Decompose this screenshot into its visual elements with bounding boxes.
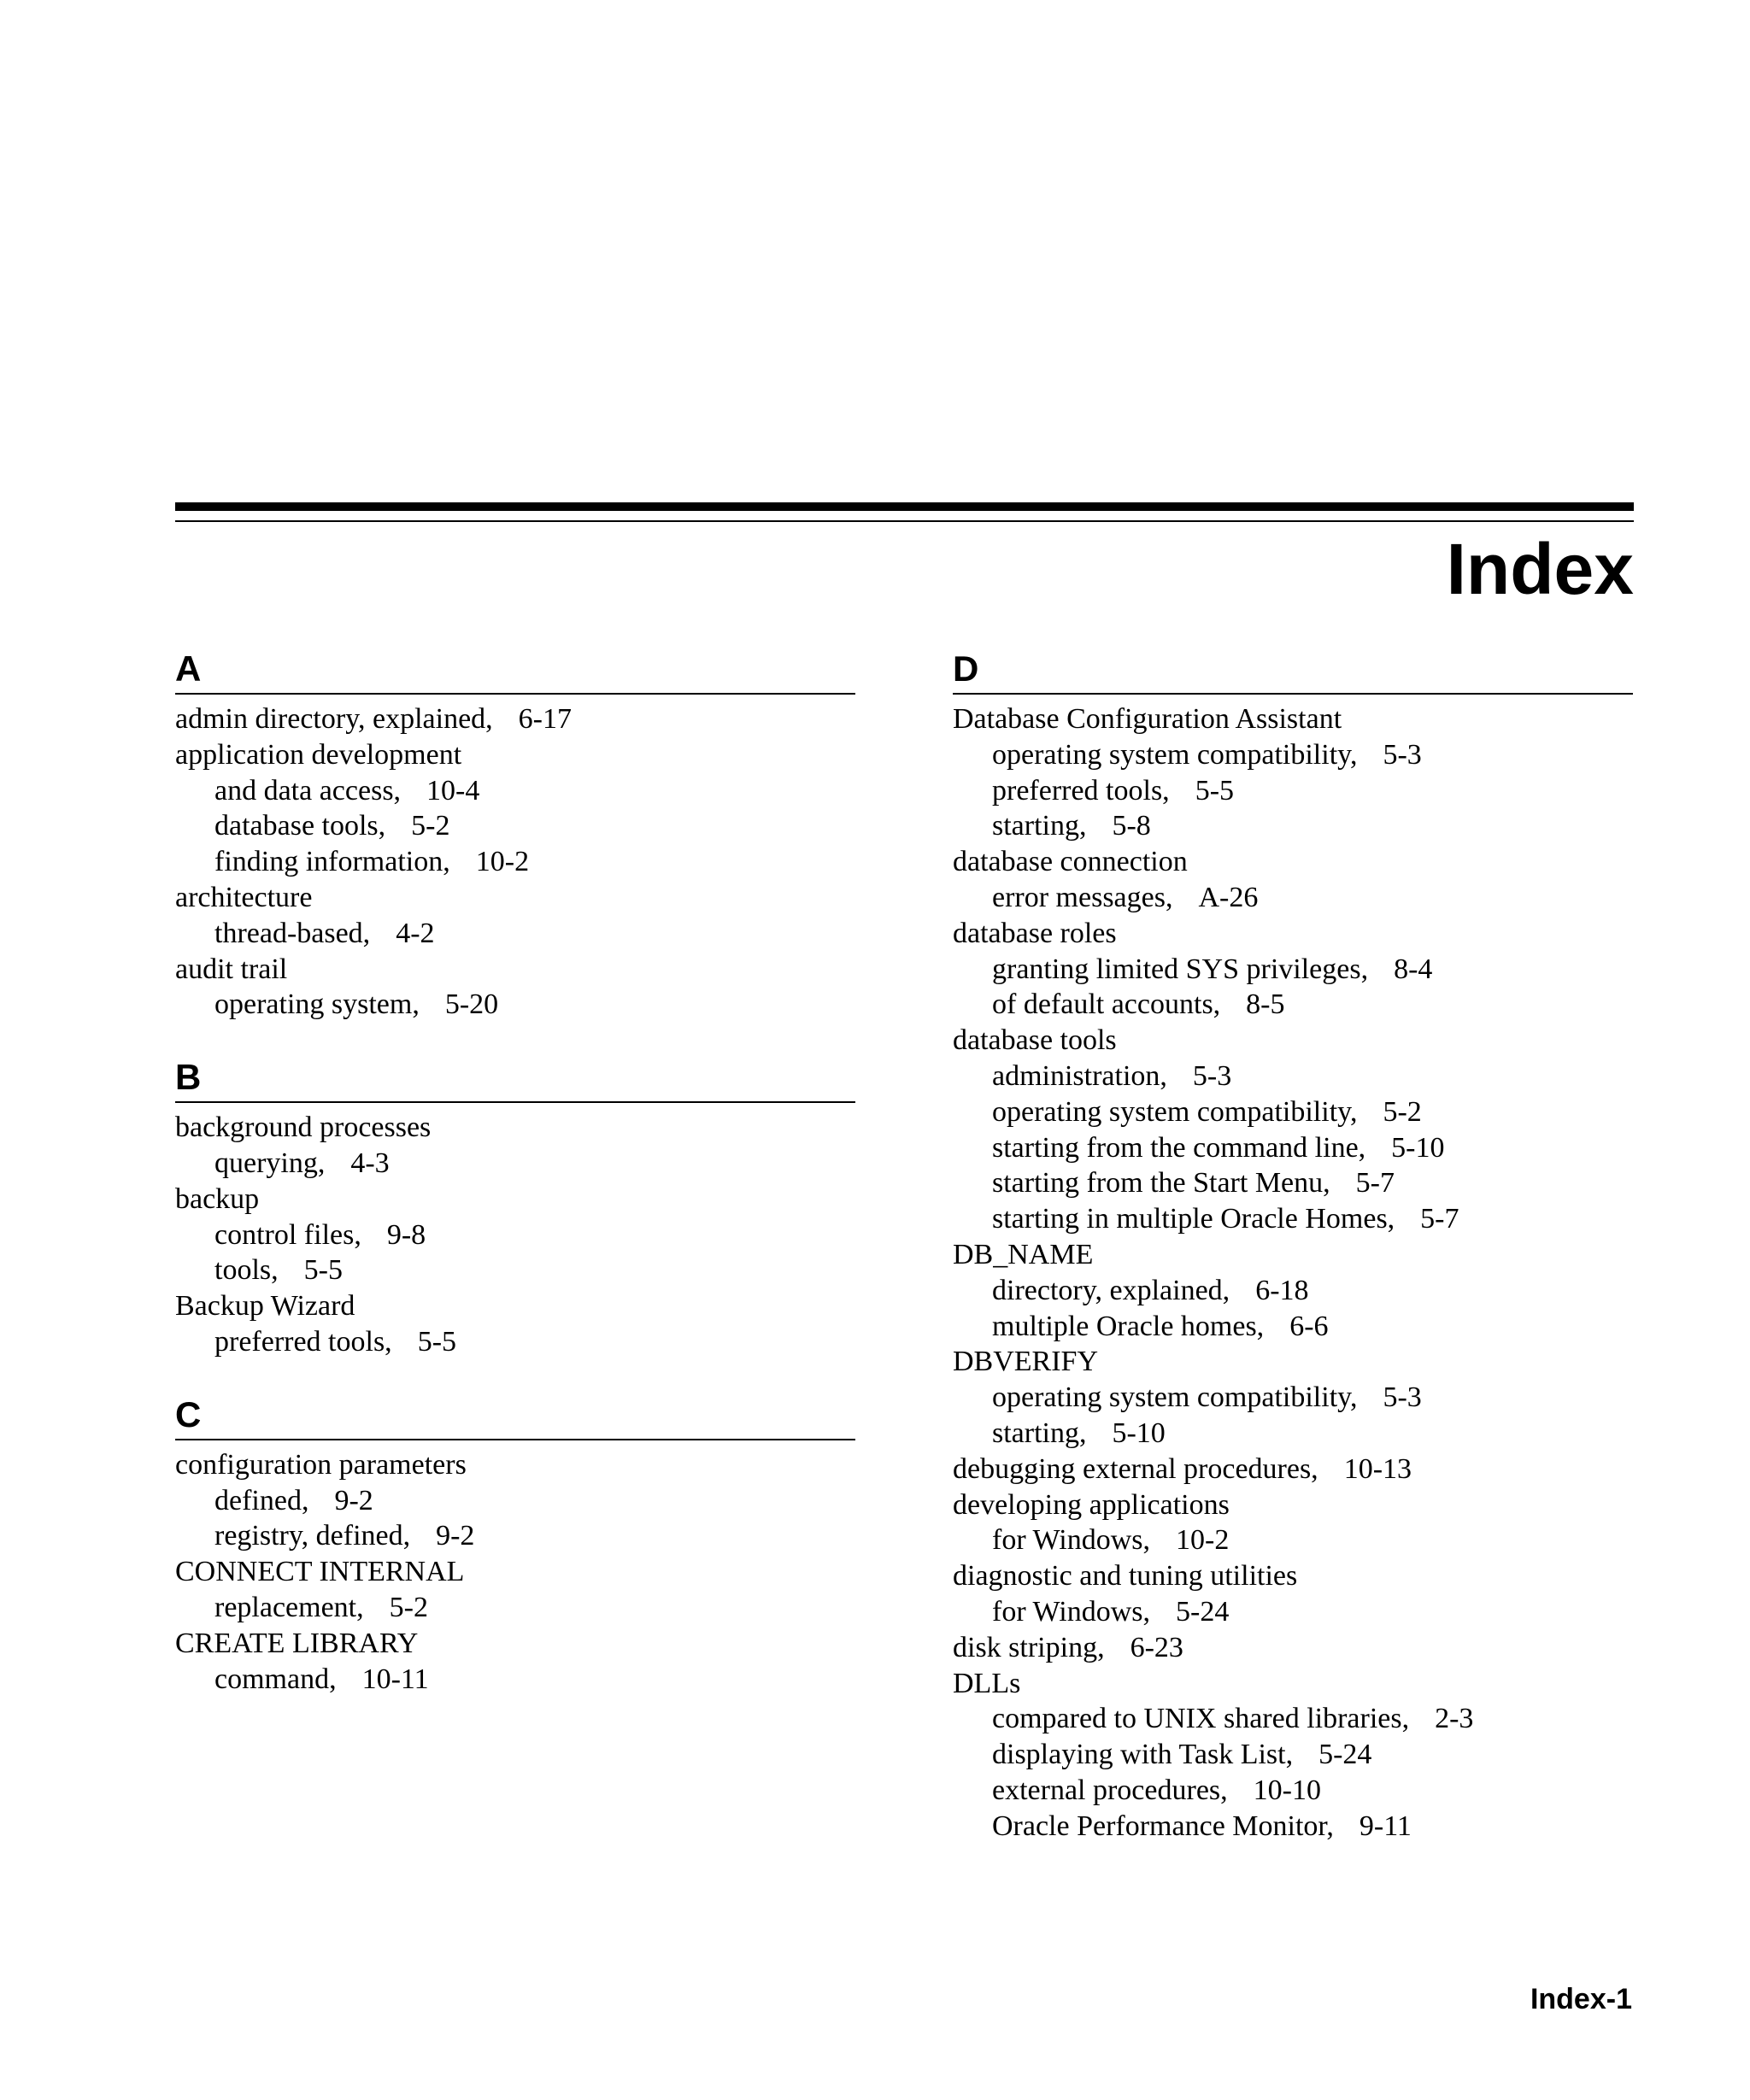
index-entry [175, 1626, 855, 1662]
index-subentry [953, 1809, 1633, 1845]
page-reference[interactable]: 5-5 [1195, 774, 1235, 807]
entry-term: preferred tools, [992, 774, 1170, 807]
index-column-left [175, 645, 855, 1728]
index-entry [953, 916, 1633, 952]
page-reference[interactable]: 5-20 [444, 988, 499, 1021]
page-reference[interactable]: 5-24 [1318, 1739, 1372, 1771]
entry-term: error messages, [992, 881, 1173, 913]
page-reference[interactable]: 5-8 [1112, 810, 1151, 842]
index-subentry [175, 808, 855, 844]
entry-term: directory, explained, [992, 1274, 1230, 1306]
entry-term: application development [175, 738, 462, 771]
entry-term: for Windows, [992, 1524, 1150, 1557]
entry-term: debugging external procedures, [953, 1452, 1318, 1485]
index-subentry [175, 1217, 855, 1253]
page-reference[interactable]: 8-5 [1246, 988, 1285, 1021]
index-entry [175, 1110, 855, 1146]
page-reference[interactable]: 10-4 [426, 774, 480, 807]
index-entry [175, 1554, 855, 1590]
index-column-right [953, 645, 1633, 1875]
page-reference[interactable]: 10-2 [1176, 1524, 1230, 1557]
index-subentry [953, 1416, 1633, 1452]
page-reference[interactable]: 2-3 [1435, 1703, 1474, 1735]
page-reference[interactable]: 5-2 [411, 810, 450, 842]
entry-term: disk striping, [953, 1631, 1105, 1663]
index-subentry [175, 1483, 855, 1519]
index-subentry [953, 1059, 1633, 1094]
entry-term: control files, [214, 1218, 361, 1251]
entry-term: external procedures, [992, 1774, 1228, 1806]
entry-term: configuration parameters [175, 1448, 467, 1481]
entry-term: starting, [992, 810, 1087, 842]
page-reference[interactable]: 10-2 [475, 846, 530, 878]
section-letter: A [175, 645, 855, 695]
entry-term: for Windows, [992, 1595, 1150, 1628]
entry-term: administration, [992, 1059, 1167, 1092]
index-entry [953, 1558, 1633, 1594]
page-reference[interactable]: 5-5 [417, 1325, 457, 1358]
entry-term: defined, [214, 1484, 309, 1516]
page-reference[interactable]: 6-17 [518, 703, 572, 735]
index-subentry [953, 808, 1633, 844]
entry-term: Oracle Performance Monitor, [992, 1810, 1334, 1842]
index-entry [175, 737, 855, 773]
page-reference[interactable]: 5-10 [1112, 1417, 1166, 1449]
entry-term: diagnostic and tuning utilities [953, 1560, 1298, 1593]
page-reference[interactable]: 5-3 [1192, 1059, 1232, 1092]
index-subentry [953, 987, 1633, 1023]
index-entry [953, 1452, 1633, 1487]
index-entry [953, 844, 1633, 880]
index-section [953, 645, 1633, 1845]
entry-term: database connection [953, 846, 1188, 878]
index-entry [953, 1237, 1633, 1273]
index-subentry [175, 1324, 855, 1360]
index-section [175, 1391, 855, 1698]
page-reference[interactable]: 5-7 [1420, 1203, 1459, 1235]
entry-term: starting in multiple Oracle Homes, [992, 1203, 1395, 1235]
entry-term: replacement, [214, 1591, 364, 1623]
page-reference[interactable]: 4-3 [350, 1147, 390, 1179]
index-subentry [175, 773, 855, 809]
index-subentry [953, 880, 1633, 916]
index-section [175, 1053, 855, 1360]
index-subentry [953, 1309, 1633, 1345]
page-reference[interactable]: 10-11 [361, 1663, 429, 1695]
index-entry [175, 701, 855, 737]
page-reference[interactable]: 9-11 [1359, 1810, 1412, 1842]
index-subentry [953, 1737, 1633, 1773]
index-subentry [953, 1130, 1633, 1166]
section-letter: C [175, 1391, 855, 1440]
index-subentry [175, 916, 855, 952]
index-subentry [175, 1662, 855, 1698]
entry-term: architecture [175, 881, 313, 913]
index-entry [175, 1288, 855, 1324]
entry-term: DB_NAME [953, 1238, 1094, 1270]
index-subentry [953, 1380, 1633, 1416]
index-section [175, 645, 855, 1023]
entry-term: database roles [953, 917, 1117, 949]
entry-term: operating system compatibility, [992, 738, 1358, 771]
section-letter: D [953, 645, 1633, 695]
page-reference[interactable]: 9-2 [334, 1484, 373, 1516]
entry-term: granting limited SYS privileges, [992, 953, 1369, 985]
page-reference[interactable]: A-26 [1198, 881, 1259, 913]
index-subentry [953, 1273, 1633, 1309]
page-reference[interactable]: 9-8 [386, 1218, 426, 1251]
index-subentry [175, 987, 855, 1023]
index-entry [953, 1023, 1633, 1059]
title-rule-thin [175, 520, 1634, 522]
index-entry [953, 1487, 1633, 1523]
index-subentry [953, 1773, 1633, 1809]
index-subentry [175, 1252, 855, 1288]
entry-term: admin directory, explained, [175, 703, 493, 735]
index-subentry [953, 952, 1633, 988]
index-entry [953, 1630, 1633, 1666]
entry-term: starting, [992, 1417, 1087, 1449]
entry-term: registry, defined, [214, 1520, 411, 1552]
entry-term: developing applications [953, 1488, 1230, 1521]
entry-term: compared to UNIX shared libraries, [992, 1703, 1410, 1735]
index-subentry [175, 1518, 855, 1554]
index-entry [953, 1666, 1633, 1702]
index-entry [953, 1344, 1633, 1380]
page-reference[interactable]: 10-10 [1253, 1774, 1321, 1806]
page-number: Index-1 [1530, 1983, 1632, 2015]
entry-term: querying, [214, 1147, 326, 1179]
index-subentry [953, 1201, 1633, 1237]
entry-term: displaying with Task List, [992, 1739, 1294, 1771]
page-reference[interactable]: 6-6 [1289, 1310, 1329, 1342]
index-entry [953, 701, 1633, 737]
page-reference[interactable]: 6-23 [1130, 1631, 1183, 1663]
entry-term: audit trail [175, 953, 288, 985]
entry-term: command, [214, 1663, 337, 1695]
page-reference[interactable]: 6-18 [1255, 1274, 1309, 1306]
index-subentry [953, 1165, 1633, 1201]
entry-term: backup [175, 1182, 260, 1215]
entry-term: database tools [953, 1024, 1117, 1057]
page-reference[interactable]: 5-24 [1176, 1595, 1230, 1628]
index-subentry [175, 1146, 855, 1182]
entry-term: CONNECT INTERNAL [175, 1556, 465, 1588]
page-reference[interactable]: 5-5 [303, 1254, 343, 1287]
entry-term: preferred tools, [214, 1325, 392, 1358]
page-reference[interactable]: 10-13 [1343, 1452, 1412, 1485]
entry-term: database tools, [214, 810, 386, 842]
page-reference[interactable]: 5-10 [1391, 1131, 1445, 1164]
page-reference[interactable]: 5-7 [1355, 1167, 1395, 1200]
index-subentry [953, 1522, 1633, 1558]
entry-term: tools, [214, 1254, 279, 1287]
title-rule-thick [175, 502, 1634, 511]
index-entry [175, 1447, 855, 1483]
entry-term: operating system, [214, 988, 420, 1021]
index-subentry [953, 737, 1633, 773]
page-reference[interactable]: 5-2 [389, 1591, 428, 1623]
entry-term: CREATE LIBRARY [175, 1627, 419, 1659]
entry-term: starting from the command line, [992, 1131, 1366, 1164]
index-entry [175, 952, 855, 988]
entry-term: operating system compatibility, [992, 1095, 1358, 1128]
index-subentry [953, 1594, 1633, 1630]
page-reference[interactable]: 5-3 [1383, 1381, 1422, 1414]
index-entry [175, 880, 855, 916]
index-entry [175, 1182, 855, 1217]
page-reference[interactable]: 9-2 [436, 1520, 475, 1552]
entry-term: operating system compatibility, [992, 1381, 1358, 1414]
entry-term: Database Configuration Assistant [953, 703, 1342, 735]
page-title: Index [1446, 529, 1634, 609]
index-subentry [175, 844, 855, 880]
page-reference[interactable]: 8-4 [1394, 953, 1433, 985]
index-subentry [953, 773, 1633, 809]
entry-term: starting from the Start Menu, [992, 1167, 1330, 1200]
page-reference[interactable]: 4-2 [396, 917, 435, 949]
entry-term: finding information, [214, 846, 450, 878]
entry-term: Backup Wizard [175, 1290, 355, 1323]
entry-term: of default accounts, [992, 988, 1221, 1021]
page-reference[interactable]: 5-3 [1383, 738, 1422, 771]
index-subentry [175, 1590, 855, 1626]
section-letter: B [175, 1053, 855, 1103]
index-subentry [953, 1701, 1633, 1737]
entry-term: multiple Oracle homes, [992, 1310, 1265, 1342]
entry-term: DLLs [953, 1667, 1021, 1699]
entry-term: DBVERIFY [953, 1346, 1099, 1378]
index-subentry [953, 1094, 1633, 1130]
page-reference[interactable]: 5-2 [1383, 1095, 1422, 1128]
entry-term: background processes [175, 1112, 432, 1144]
entry-term: and data access, [214, 774, 402, 807]
entry-term: thread-based, [214, 917, 371, 949]
